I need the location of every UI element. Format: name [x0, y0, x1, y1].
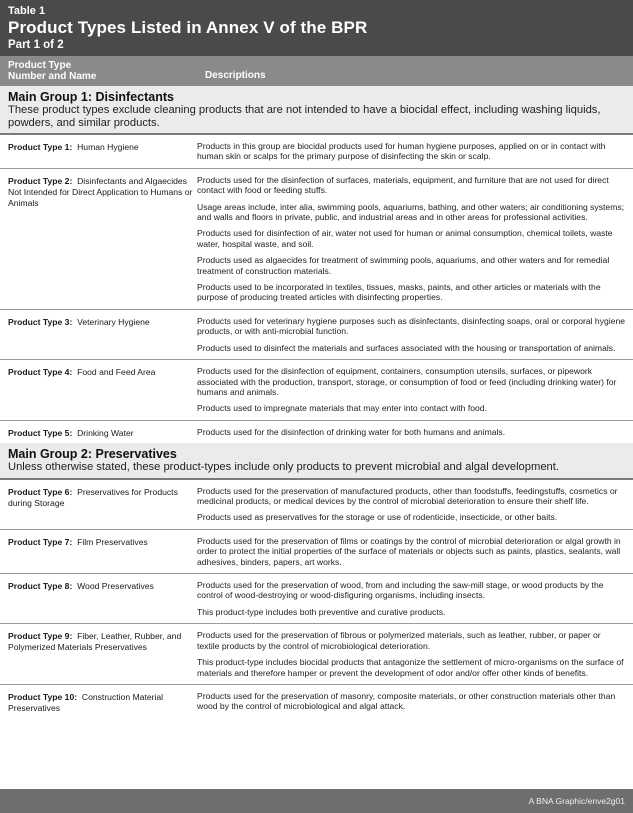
description-paragraph: Products used for the preservation of masonry, composite materials, or other construction materials other than wood by the control of microbiological and algal attack. — [197, 690, 616, 712]
product-type-name: Veterinary Hygiene — [77, 316, 150, 327]
table-row — [0, 133, 633, 168]
product-type-name: Food and Feed Area — [77, 367, 156, 378]
product-type-name: Human Hygiene — [77, 142, 139, 152]
product-type-cell — [0, 421, 197, 443]
product-type-number: Product Type 4: — [8, 367, 73, 378]
product-type-name: Wood Preservatives — [77, 581, 154, 592]
product-type-cell — [0, 169, 197, 309]
description-cell — [197, 135, 633, 168]
group-rows-disinfectants — [0, 133, 633, 443]
description-paragraph: Products used for the preservation of wood, from and including the saw-mill stage, or wood products by the control of wood-destroying or wood-disfiguring organisms, including insects. — [197, 580, 604, 601]
table-row — [0, 529, 633, 573]
product-type-cell — [0, 310, 197, 359]
product-type-name: Construction Material Preservatives — [8, 691, 164, 713]
product-type-number: Product Type 5: — [8, 427, 73, 438]
group-rows-preservatives — [0, 478, 633, 718]
table-row — [0, 420, 633, 443]
product-type-name: Drinking Water — [77, 427, 134, 438]
part-label: Part 1 of 2 — [8, 39, 64, 51]
description-paragraph: Products used for the disinfection of drinking water for both humans and animals. — [197, 426, 506, 437]
description-paragraph: Products used to be incorporated in textiles, tissues, masks, paints, and other articles or materials with the purpose of producing treated articles with disinfecting properties. — [197, 282, 601, 303]
description-paragraph: Products used for veterinary hygiene purposes such as disinfectants, disinfecting soaps, oral or corporal hygiene products, or with anti-microbial function. — [197, 315, 626, 337]
description-paragraph: Usage areas include, inter alia, swimming pools, aquariums, bathing, and other waters; air conditioning systems; and walls and floors in private, public, and industrial areas and in other areas for professional activities. — [197, 201, 625, 223]
group-title: Main Group 1: Disinfectants — [8, 90, 174, 104]
page-title: Product Types Listed in Annex V of the BPR — [8, 18, 368, 37]
group-description: Unless otherwise stated, these product-types include only products to prevent microbial and algal development. — [8, 461, 559, 474]
product-type-number: Product Type 1: — [8, 142, 73, 152]
product-type-number: Product Type 6: — [8, 486, 73, 497]
product-type-name: Disinfectants and Algaecides Not Intended for Direct Application to Humans or Animals — [8, 175, 193, 208]
product-type-cell — [0, 530, 197, 573]
table-row — [0, 168, 633, 309]
product-type-number: Product Type 9: — [8, 631, 73, 642]
product-type-number: Product Type 7: — [8, 536, 73, 547]
description-paragraph: This product-type includes biocidal products that antagonize the settlement of micro-organisms on the surface of materials and therefore hamper or prevent the development of odor and/or offer other kinds of benefits. — [197, 657, 624, 678]
footer-credit: A BNA Graphic/enve2g01 — [0, 789, 633, 813]
description-cell — [197, 574, 633, 623]
product-type-cell — [0, 574, 197, 623]
title-bar — [0, 0, 633, 56]
product-type-name: Fiber, Leather, Rubber, and Polymerized Materials Preservatives — [8, 631, 182, 653]
description-cell — [197, 480, 633, 529]
description-paragraph: Products in this group are biocidal products used for human hygiene purposes, applied on or in contact with human skin or scalps for the primary purpose of disinfecting the skin or scalp. — [197, 141, 606, 162]
description-cell — [197, 624, 633, 684]
product-type-cell — [0, 135, 197, 168]
description-paragraph: Products used as preservatives for the storage or use of rodenticide, insecticide, or other baits. — [197, 512, 558, 523]
table-row — [0, 359, 633, 420]
description-paragraph: Products used to disinfect the materials and surfaces associated with the housing or transportation of animals. — [197, 342, 616, 353]
group-description: These product types exclude cleaning products that are not intended to have a biocidal effect, including washing liquids, powders, and similar products. — [8, 104, 601, 129]
group-title: Main Group 2: Preservatives — [8, 447, 177, 462]
table-row — [0, 684, 633, 718]
description-paragraph: Products used for the preservation of films or coatings by the control of microbial deterioration or algal growth in order to protect the initial properties of the surface of materials or objects such as paints, plastics, sealants, wall adhesives, binders, papers, art works. — [197, 535, 621, 567]
table-row — [0, 623, 633, 684]
product-type-number: Product Type 3: — [8, 316, 73, 327]
product-type-cell — [0, 480, 197, 529]
description-paragraph: Products used for the disinfection of surfaces, materials, equipment, and furniture that are not used for direct contact with food or feeding stuffs. — [197, 174, 609, 196]
column-header-descriptions: Descriptions — [205, 70, 266, 81]
column-header-product-type: Product Type Number and Name — [8, 60, 97, 82]
product-type-cell — [0, 360, 197, 420]
table-label: Table 1 — [8, 5, 46, 17]
table-row — [0, 478, 633, 529]
description-cell — [197, 360, 633, 420]
description-cell — [197, 530, 633, 573]
description-cell — [197, 169, 633, 309]
description-paragraph: This product-type includes both preventive and curative products. — [197, 606, 446, 617]
product-type-number: Product Type 8: — [8, 581, 73, 592]
product-type-name: Film Preservatives — [77, 536, 148, 547]
description-paragraph: Products used for the disinfection of equipment, containers, consumption utensils, surfaces, or pipework associated with the production, transport, storage, or consumption of food or feed (including drinking water) for humans and animals. — [197, 366, 617, 397]
column-header-row — [0, 56, 633, 86]
description-cell — [197, 310, 633, 359]
table-row — [0, 309, 633, 359]
description-cell — [197, 421, 633, 443]
description-cell — [197, 685, 633, 718]
table-row — [0, 573, 633, 623]
group-header-disinfectants — [0, 86, 633, 133]
product-type-number: Product Type 2: — [8, 175, 73, 186]
description-paragraph: Products used as algaecides for treatment of swimming pools, aquariums, and other waters and for remedial treatment of construction materials. — [197, 255, 610, 276]
description-paragraph: Products used to impregnate materials that may enter into contact with food. — [197, 403, 487, 414]
description-paragraph: Products used for the preservation of fibrous or polymerized materials, such as leather, rubber, or paper or textile products by the control of microbiological deterioration. — [197, 630, 601, 651]
product-type-cell — [0, 685, 197, 718]
description-paragraph: Products used for the preservation of manufactured products, other than foodstuffs, feedingstuffs, cosmetics or medicinal products, or medical devices by the control of microbial deterioration to ensure their shelf life. — [197, 485, 618, 507]
description-paragraph: Products used for disinfection of air, water not used for human or animal consumption, chemical toilets, waste water, hospital waste, and soil. — [197, 228, 613, 249]
product-type-number: Product Type 10: — [8, 691, 78, 702]
group-header-preservatives — [0, 443, 633, 478]
product-type-cell — [0, 624, 197, 684]
product-type-name: Preservatives for Products during Storage — [8, 486, 178, 508]
